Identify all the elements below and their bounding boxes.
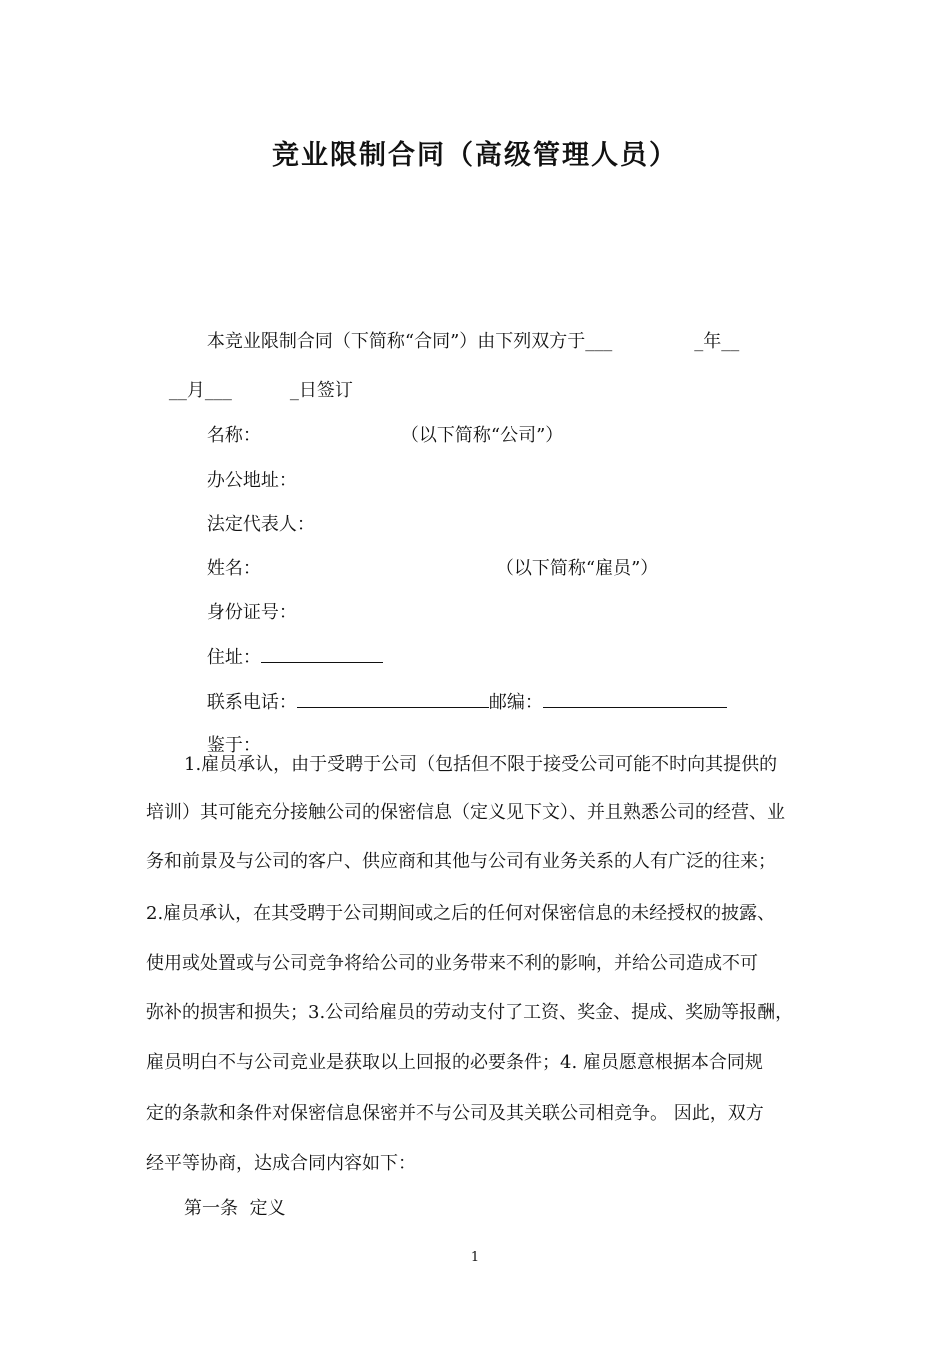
contact-row bbox=[184, 663, 727, 742]
zip-underline bbox=[543, 689, 727, 708]
address-underline bbox=[261, 644, 383, 663]
company-address-label: 办公地址： bbox=[206, 470, 297, 491]
body-line: 雇员明白不与公司竞业是获取以上回报的必要条件；4. 雇员愿意根据本合同规 bbox=[146, 1052, 763, 1073]
intro-year: _年__ bbox=[694, 331, 740, 352]
body-line: 经平等协商，达成合同内容如下： bbox=[146, 1153, 416, 1174]
body-line: 定的条款和条件对保密信息保密并不与公司及其关联公司相竞争。 因此，双方 bbox=[146, 1103, 764, 1124]
employee-name-note: （以下简称“雇员”） bbox=[495, 558, 659, 579]
body-line: 2.雇员承认，在其受聘于公司期间或之后的任何对保密信息的未经授权的披露、 bbox=[146, 903, 776, 924]
employee-address-label: 住址： bbox=[206, 647, 261, 668]
intro-text: 本竞业限制合同（下简称“合同”）由下列双方于___ bbox=[206, 331, 613, 352]
zip-label: 邮编： bbox=[488, 692, 543, 713]
phone-underline bbox=[297, 689, 489, 708]
document-title: 竞业限制合同（高级管理人员） bbox=[272, 140, 678, 171]
company-name-note: （以下简称“公司”） bbox=[400, 425, 564, 446]
body-line: 务和前景及与公司的客户、供应商和其他与公司有业务关系的人有广泛的往来； bbox=[146, 851, 776, 872]
whereas-label: 鉴于： bbox=[206, 735, 261, 756]
id-number-label: 身份证号： bbox=[206, 602, 297, 623]
body-line: 使用或处置或与公司竞争将给公司的业务带来不利的影响，并给公司造成不可 bbox=[146, 953, 758, 974]
article-1-heading: 第一条 定义 bbox=[184, 1198, 286, 1219]
employee-name-label: 姓名： bbox=[206, 558, 261, 579]
page-number: 1 bbox=[470, 1250, 480, 1265]
body-line: 1.雇员承认，由于受聘于公司（包括但不限于接受公司可能不时向其提供的 bbox=[184, 754, 778, 775]
body-line: 弥补的损害和损失；3.公司给雇员的劳动支付了工资、奖金、提成、奖励等报酬， bbox=[146, 1002, 794, 1023]
legal-rep-label: 法定代表人： bbox=[206, 514, 315, 535]
phone-label: 联系电话： bbox=[206, 692, 297, 713]
body-line: 培训）其可能充分接触公司的保密信息（定义见下文）、并且熟悉公司的经营、业 bbox=[146, 802, 785, 823]
company-name-label: 名称： bbox=[206, 425, 261, 446]
intro-month: __月___ bbox=[168, 380, 232, 401]
intro-day: _日签订 bbox=[289, 380, 353, 401]
